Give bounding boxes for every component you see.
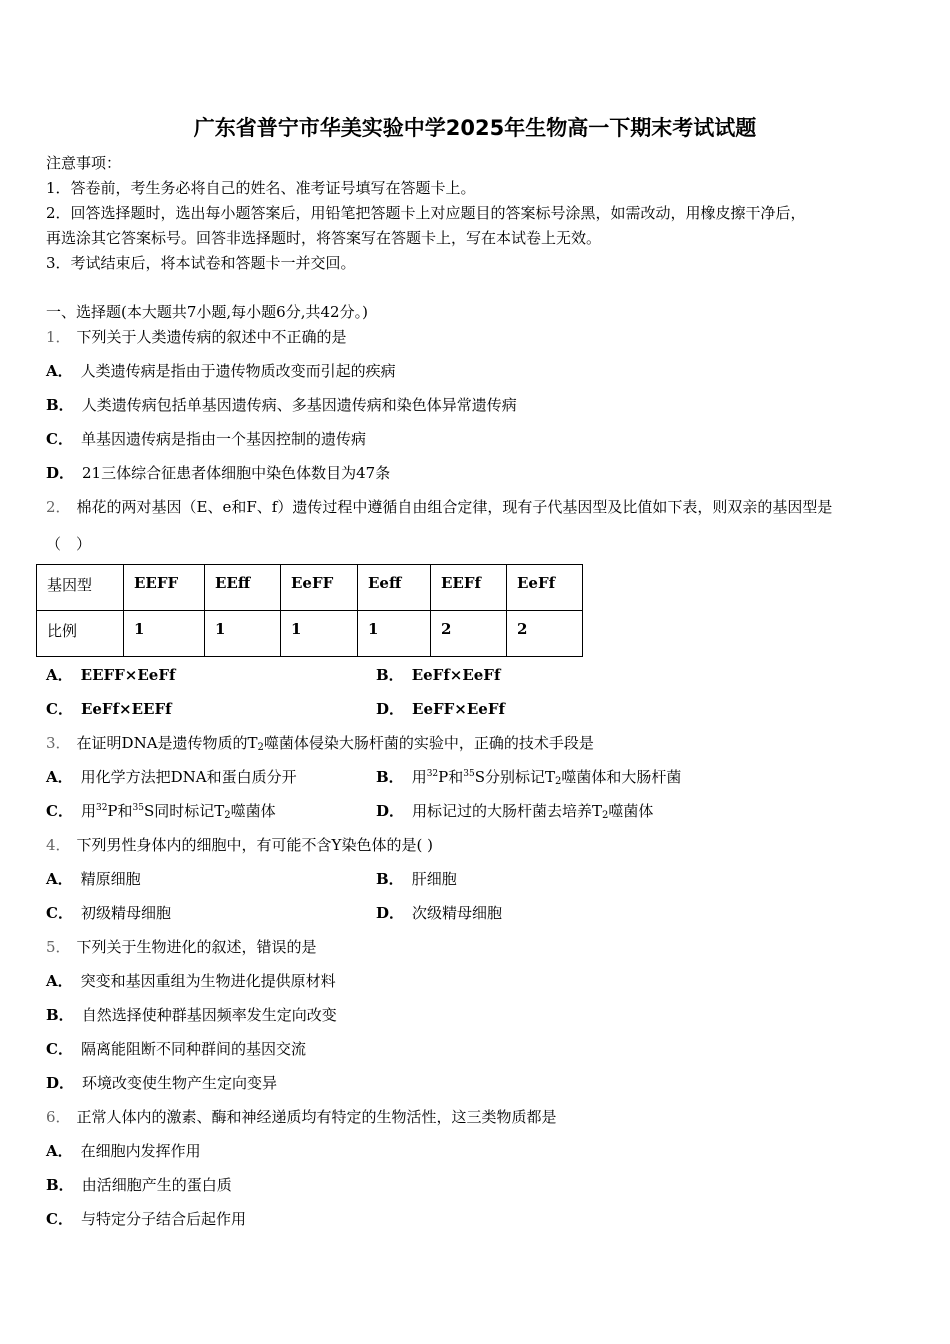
table-cell: 2 bbox=[507, 611, 583, 657]
option-label: A． bbox=[46, 870, 73, 888]
question-number: 1． bbox=[46, 328, 71, 346]
table-cell: 基因型 bbox=[37, 565, 124, 611]
question-number: 3． bbox=[46, 734, 71, 752]
option-label: C． bbox=[46, 1210, 73, 1228]
option-text: 环境改变使生物产生定向变异 bbox=[82, 1074, 278, 1092]
option-label: C． bbox=[46, 430, 73, 448]
answer-parentheses: （ ） bbox=[46, 535, 92, 553]
table-cell: 1 bbox=[358, 611, 431, 657]
table-cell: EEFf bbox=[431, 565, 507, 611]
option-text: EeFF×EeFf bbox=[412, 700, 505, 718]
option-label: C． bbox=[46, 700, 73, 718]
table-cell: 比例 bbox=[37, 611, 124, 657]
option-text: EEFF×EeFf bbox=[80, 666, 176, 684]
question-1-stem bbox=[46, 326, 347, 347]
option-text: 次级精母细胞 bbox=[412, 904, 503, 922]
option-label: A． bbox=[46, 972, 73, 990]
notes-item: 3．考试结束后，将本试卷和答题卡一并交回。 bbox=[46, 254, 356, 272]
question-4-stem bbox=[46, 834, 433, 855]
question-text: 正常人体内的激素、酶和神经递质均有特定的生物活性，这三类物质都是 bbox=[76, 1108, 557, 1126]
option-b[interactable] bbox=[376, 868, 457, 889]
genotype-table bbox=[36, 564, 583, 657]
option-label: C． bbox=[46, 802, 73, 820]
option-text: 人类遗传病是指由于遗传物质改变而引起的疾病 bbox=[80, 362, 396, 380]
subscript: 2 bbox=[224, 810, 231, 821]
option-c[interactable] bbox=[46, 428, 366, 449]
table-cell: EEFF bbox=[124, 565, 205, 611]
section-heading: 一、选择题(本大题共7小题,每小题6分,共42分。) bbox=[46, 303, 368, 321]
option-text: 初级精母细胞 bbox=[80, 904, 171, 922]
option-text: 用化学方法把DNA和蛋白质分开 bbox=[80, 768, 297, 786]
question-text: 棉花的两对基因（E、e和F、f）遗传过程中遵循自由组合定律，现有子代基因型及比值如下表，则双亲的基因型是 bbox=[76, 498, 833, 516]
option-d[interactable] bbox=[376, 800, 653, 821]
question-number: 4． bbox=[46, 836, 71, 854]
option-c[interactable] bbox=[46, 1038, 306, 1059]
option-text: P和 bbox=[438, 768, 464, 786]
table-cell: 1 bbox=[205, 611, 281, 657]
option-label: B． bbox=[46, 1006, 74, 1024]
option-b[interactable] bbox=[46, 1004, 337, 1025]
table-row bbox=[37, 565, 583, 611]
question-text: 下列关于人类遗传病的叙述中不正确的是 bbox=[76, 328, 347, 346]
question-5-stem bbox=[46, 936, 317, 957]
table-row bbox=[37, 611, 583, 657]
option-label: C． bbox=[46, 904, 73, 922]
option-label: D． bbox=[376, 802, 405, 820]
notes-item: 再选涂其它答案标号。回答非选择题时，将答案写在答题卡上，写在本试卷上无效。 bbox=[46, 229, 602, 247]
table-cell: 2 bbox=[431, 611, 507, 657]
option-label: B． bbox=[376, 666, 404, 684]
option-text: 隔离能阻断不同种群间的基因交流 bbox=[80, 1040, 306, 1058]
option-d[interactable] bbox=[46, 462, 390, 483]
subscript: 2 bbox=[257, 742, 264, 753]
table-cell: 1 bbox=[124, 611, 205, 657]
subscript: 2 bbox=[554, 776, 562, 787]
option-d[interactable] bbox=[376, 698, 505, 719]
option-label: A． bbox=[46, 768, 73, 786]
option-text: 用标记过的大肠杆菌去培养T bbox=[412, 802, 603, 820]
option-text: 精原细胞 bbox=[80, 870, 141, 888]
option-text: EeFf×EeFf bbox=[411, 666, 501, 684]
option-text: EeFf×EEFf bbox=[80, 700, 172, 718]
question-text: 下列男性身体内的细胞中，有可能不含Y染色体的是( ) bbox=[76, 836, 433, 854]
question-number: 6． bbox=[46, 1108, 71, 1126]
question-3-stem bbox=[46, 732, 594, 753]
option-text: 21三体综合征患者体细胞中染色体数目为47条 bbox=[82, 464, 391, 482]
option-a[interactable] bbox=[46, 766, 297, 787]
option-text: 噬菌体和大肠杆菌 bbox=[561, 768, 682, 786]
option-text: 单基因遗传病是指由一个基因控制的遗传病 bbox=[80, 430, 366, 448]
option-text: S分别标记T bbox=[474, 768, 555, 786]
option-label: B． bbox=[376, 768, 404, 786]
table-cell: 1 bbox=[281, 611, 358, 657]
option-label: D． bbox=[376, 904, 405, 922]
option-a[interactable] bbox=[46, 664, 175, 685]
option-text: 突变和基因重组为生物进化提供原材料 bbox=[80, 972, 336, 990]
table-cell: EeFf bbox=[507, 565, 583, 611]
superscript: 32 bbox=[426, 769, 439, 779]
option-b[interactable] bbox=[376, 664, 500, 685]
option-label: D． bbox=[46, 1074, 75, 1092]
option-a[interactable] bbox=[46, 360, 396, 381]
option-d[interactable] bbox=[46, 1072, 277, 1093]
question-text: 下列关于生物进化的叙述，错误的是 bbox=[76, 938, 317, 956]
table-cell: EeFF bbox=[281, 565, 358, 611]
option-text: 肝细胞 bbox=[411, 870, 457, 888]
option-text: 噬菌体 bbox=[608, 802, 654, 820]
option-label: B． bbox=[46, 396, 74, 414]
superscript: 35 bbox=[463, 769, 475, 779]
option-label: D． bbox=[376, 700, 405, 718]
option-text: 噬菌体 bbox=[230, 802, 276, 820]
notes-item: 1．答卷前，考生务必将自己的姓名、准考证号填写在答题卡上。 bbox=[46, 179, 476, 197]
option-a[interactable] bbox=[46, 970, 336, 991]
notes-heading: 注意事项： bbox=[46, 154, 122, 172]
question-6-stem bbox=[46, 1106, 557, 1127]
option-text: 人类遗传病包括单基因遗传病、多基因遗传病和染色体异常遗传病 bbox=[81, 396, 517, 414]
option-c[interactable] bbox=[46, 902, 171, 923]
option-text: 用 bbox=[411, 768, 427, 786]
question-number: 2． bbox=[46, 498, 71, 516]
option-text: 自然选择使种群基因频率发生定向改变 bbox=[81, 1006, 337, 1024]
option-label: A． bbox=[46, 362, 73, 380]
option-label: B． bbox=[46, 1176, 74, 1194]
question-text: 在证明DNA是遗传物质的T bbox=[76, 734, 258, 752]
notes-block bbox=[46, 151, 916, 276]
option-label: B． bbox=[376, 870, 404, 888]
option-a[interactable] bbox=[46, 1140, 201, 1161]
option-text: P和 bbox=[107, 802, 133, 820]
option-b[interactable] bbox=[46, 1174, 232, 1195]
option-d[interactable] bbox=[376, 902, 502, 923]
table-cell: Eeff bbox=[358, 565, 431, 611]
subscript: 2 bbox=[602, 810, 609, 821]
question-text: 噬菌体侵染大肠杆菌的实验中，正确的技术手段是 bbox=[263, 734, 594, 752]
question-2-stem bbox=[46, 496, 832, 517]
option-b[interactable] bbox=[46, 394, 517, 415]
option-label: A． bbox=[46, 1142, 73, 1160]
table-cell: EEff bbox=[205, 565, 281, 611]
option-c[interactable] bbox=[46, 698, 172, 719]
option-text: 用 bbox=[80, 802, 96, 820]
superscript: 32 bbox=[95, 803, 108, 813]
option-c[interactable] bbox=[46, 1208, 246, 1229]
option-text: 与特定分子结合后起作用 bbox=[80, 1210, 246, 1228]
notes-item: 2．回答选择题时，选出每小题答案后，用铅笔把答题卡上对应题目的答案标号涂黑，如需改动，用橡皮擦干净后， bbox=[46, 204, 806, 222]
option-label: A． bbox=[46, 666, 73, 684]
page-title: 广东省普宁市华美实验中学2025年生物高一下期末考试试题 bbox=[193, 116, 757, 140]
question-number: 5． bbox=[46, 938, 71, 956]
option-text: S同时标记T bbox=[143, 802, 225, 820]
option-text: 在细胞内发挥作用 bbox=[80, 1142, 201, 1160]
superscript: 35 bbox=[132, 803, 144, 813]
option-b[interactable] bbox=[376, 766, 681, 787]
option-text: 由活细胞产生的蛋白质 bbox=[81, 1176, 232, 1194]
option-a[interactable] bbox=[46, 868, 141, 889]
option-c[interactable] bbox=[46, 800, 276, 821]
option-label: D． bbox=[46, 464, 75, 482]
option-label: C． bbox=[46, 1040, 73, 1058]
